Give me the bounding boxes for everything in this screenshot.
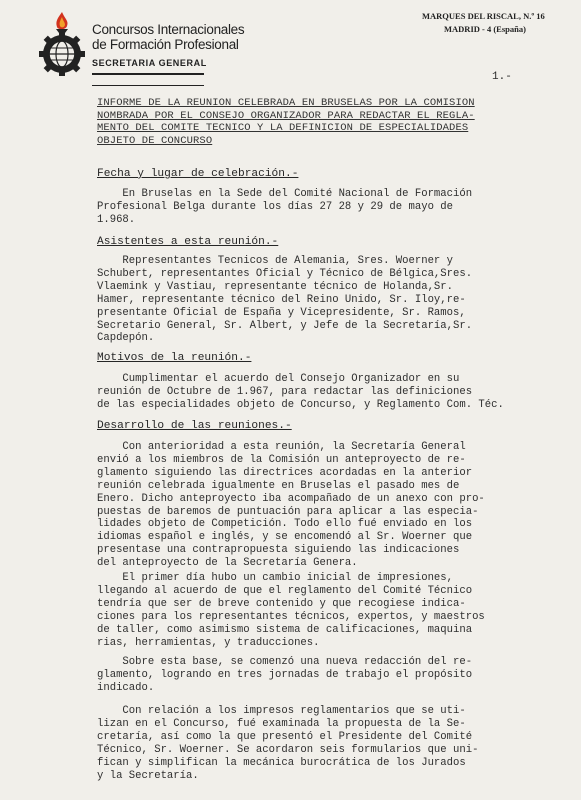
text-line: lidades objeto de Competición. Todo ello fué enviado en los <box>97 518 473 531</box>
text-line: En Bruselas en la Sede del Comité Nacional de Formación <box>97 188 473 200</box>
report-title <box>97 97 497 147</box>
title-line: NOMBRADA POR EL CONSEJO ORGANIZADOR PARA REDACTAR EL REGLA- <box>97 109 475 122</box>
text-line: fican y simplifican la mecánica burocrática de los Jurados <box>97 756 466 769</box>
title-line: MENTO DEL COMITE TECNICO Y LA DEFINICION DE ESPECIALIDADES <box>97 122 469 135</box>
text-line: y la Secretaría. <box>97 769 199 782</box>
text-line: 1.968. <box>97 213 136 226</box>
text-line: presentante Oficial de España y Vicepresidente, Sr. Ramos, <box>97 306 466 319</box>
text-line: Hamer, representante técnico del Reino Unido, Sr. Iloy,re- <box>97 293 466 306</box>
text-line: glamento siguiendo las directrices acordadas en la anterior <box>97 466 473 479</box>
text-line: Profesional Belga durante los días 27 28 y 29 de mayo de <box>97 200 454 213</box>
text-line: Capdepón. <box>97 332 155 345</box>
org-department: SECRETARIA GENERAL <box>92 58 207 68</box>
address-city: MADRID - 4 (España) <box>444 24 526 34</box>
flame-globe-gear-icon <box>38 10 86 76</box>
text-line: Vlaemink y Vastiau, representante técnico de Holanda,Sr. <box>97 280 454 293</box>
text-line: de taller, como asimismo sistema de calificaciones, maquina <box>97 623 473 636</box>
title-line: OBJETO DE CONCURSO <box>97 134 213 147</box>
section-heading-fecha: Fecha y lugar de celebración.- <box>97 168 299 180</box>
org-line-1: Concursos Internacionales <box>92 22 245 37</box>
text-line: envió a los miembros de la Comisión un anteproyecto de re- <box>97 453 466 466</box>
text-line: indicado. <box>97 681 155 694</box>
address-block <box>422 10 545 36</box>
address-street: MARQUES DEL RISCAL, N.º 16 <box>422 11 545 21</box>
text-line: tendría que ser de breve contenido y que recogiese indica- <box>97 597 466 610</box>
text-line: cretaría, así como la que presentó el Presidente del Comité <box>97 730 473 743</box>
text-line: reunión de Octubre de 1.967, para redactar las definiciones <box>97 385 473 398</box>
organization-name <box>92 22 244 68</box>
letterhead-rule-thin <box>92 85 204 86</box>
org-line-2: de Formación Profesional <box>92 37 239 52</box>
paragraph-fecha <box>97 188 517 227</box>
text-line: reunión celebrada igualmente en Bruselas el pasado mes de <box>97 479 460 492</box>
text-line: del anteproyecto de la Secretaría Genera. <box>97 557 358 570</box>
text-line: Schubert, representantes Oficial y Técnico de Bélgica,Sres. <box>97 267 473 280</box>
paragraph-desarrollo-3 <box>97 656 517 695</box>
paragraph-desarrollo-4 <box>97 705 517 782</box>
letterhead-rule <box>92 73 204 75</box>
text-line: Técnico, Sr. Woerner. Se acordaron seis formularios que uni- <box>97 743 479 756</box>
text-line: glamento, logrando en tres jornadas de trabajo el propósito <box>97 668 473 681</box>
text-line: Con anterioridad a esta reunión, la Secretaría General <box>97 441 466 453</box>
paragraph-desarrollo-1 <box>97 441 517 570</box>
paragraph-desarrollo-2 <box>97 572 517 649</box>
text-line: Cumplimentar el acuerdo del Consejo Organizador en su <box>97 373 460 385</box>
title-line: INFORME DE LA REUNION CELEBRADA EN BRUSELAS POR LA COMISION <box>97 97 475 109</box>
text-line: Con relación a los impresos reglamentarios que se uti- <box>97 705 466 717</box>
text-line: presentase una contrapropuesta siguiendo las indicaciones <box>97 544 460 557</box>
text-line: Secretario General, Sr. Albert, y Jefe de la Secretaría,Sr. <box>97 319 473 332</box>
section-heading-desarrollo: Desarrollo de las reuniones.- <box>97 420 292 432</box>
text-line: El primer día hubo un cambio inicial de impresiones, <box>97 572 454 584</box>
text-line: rias, herramientas, y traducciones. <box>97 636 320 649</box>
text-line: puestas de baremos de puntuación para aplicar a las especia- <box>97 505 479 518</box>
text-line: idiomas español e inglés, y se encomendó al Sr. Woerner que <box>97 531 473 544</box>
text-line: Enero. Dicho anteproyecto iba acompañado de un anexo con pro- <box>97 492 485 505</box>
paragraph-motivos <box>97 373 517 412</box>
text-line: ciones para los representantes técnicos, expertos, y maestros <box>97 610 485 623</box>
text-line: llegando al acuerdo de que el reglamento del Comité Técnico <box>97 584 473 597</box>
paragraph-asistentes <box>97 255 517 345</box>
page-number: 1.- <box>492 71 512 83</box>
text-line: lizan en el Concurso, fué examinada la propuesta de la Se- <box>97 717 466 730</box>
text-line: Representantes Tecnicos de Alemania, Sres. Woerner y <box>97 255 454 267</box>
section-heading-motivos: Motivos de la reunión.- <box>97 352 252 364</box>
section-heading-asistentes: Asistentes a esta reunión.- <box>97 236 279 248</box>
text-line: Sobre esta base, se comenzó una nueva redacción del re- <box>97 656 473 668</box>
text-line: de las especialidades objeto de Concurso, y Reglamento Com. Téc. <box>97 398 504 411</box>
